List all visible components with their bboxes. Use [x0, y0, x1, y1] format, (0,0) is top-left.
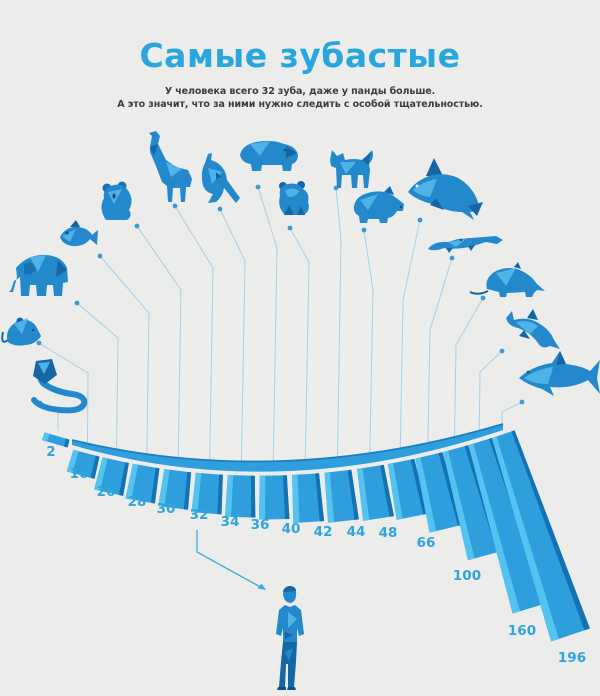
connector-dot-dolphin	[500, 349, 505, 354]
bar-label-mouse: 16	[69, 466, 89, 482]
mouse-icon	[2, 318, 41, 346]
connector-dot-crocodile	[450, 256, 455, 261]
connector-dot-piranha	[98, 254, 103, 259]
connector-armadillo	[455, 298, 483, 437]
bar-label-dog: 42	[313, 524, 333, 540]
connector-elephant	[77, 303, 118, 449]
connector-dot-shark	[520, 400, 525, 405]
human-reference	[197, 530, 304, 690]
connector-shark	[502, 402, 522, 424]
bar-label-kangaroo: 34	[220, 514, 240, 530]
orca-icon	[408, 158, 483, 220]
koala-icon	[101, 182, 131, 221]
bar-label-armadillo: 100	[452, 568, 482, 584]
bar-label-elephant: 26	[96, 484, 116, 500]
connector-dot-koala	[135, 224, 140, 229]
connector-dog	[336, 188, 341, 457]
shark-icon	[519, 351, 600, 396]
human-figure-icon	[276, 586, 304, 690]
bar-label-pig: 44	[346, 524, 366, 540]
connector-panda	[290, 228, 309, 460]
dog-icon	[330, 150, 373, 188]
bar-label-shark: 196	[557, 650, 587, 666]
connector-dot-hippo	[256, 185, 261, 190]
bar-label-snake: 2	[46, 444, 56, 460]
bar-label-orca: 48	[378, 525, 398, 541]
dolphin-icon	[506, 309, 560, 349]
connector-dot-orca	[418, 218, 423, 223]
bar-label-crocodile: 66	[416, 535, 436, 551]
connector-pig	[364, 230, 373, 453]
crocodile-icon	[428, 236, 503, 253]
subtitle-line-2: А это значит, что за ними нужно следить с особой тщательностью.	[117, 98, 483, 110]
snake-icon	[33, 359, 84, 410]
connector-dot-kangaroo	[218, 207, 223, 212]
bar-shadow-kangaroo	[251, 476, 255, 518]
bar-highlight-hippo	[259, 476, 265, 520]
connector-piranha	[100, 256, 149, 454]
hippo-icon	[240, 141, 298, 171]
connector-dolphin	[479, 351, 502, 431]
human-arrow	[197, 530, 264, 589]
bar-label-piranha: 28	[127, 494, 147, 510]
elephant-icon	[9, 255, 68, 296]
connector-orca	[400, 220, 420, 448]
connector-dot-panda	[288, 226, 293, 231]
connector-dot-elephant	[75, 301, 80, 306]
bar-label-hippo: 36	[250, 517, 270, 533]
panda-icon	[279, 181, 309, 215]
bar-label-panda: 40	[281, 521, 301, 537]
armadillo-icon	[470, 262, 545, 297]
connector-hippo	[258, 187, 277, 461]
page-title: Самые зубастые	[139, 36, 461, 75]
connector-kangaroo	[220, 209, 245, 461]
bar-label-koala: 30	[156, 501, 176, 517]
bar-label-giraffe: 32	[189, 507, 209, 523]
connector-crocodile	[428, 258, 452, 443]
animal-icons	[2, 131, 600, 410]
subtitle-line-1: У человека всего 32 зуба, даже у панды больше.	[164, 86, 436, 97]
connector-dot-giraffe	[173, 204, 178, 209]
bar-label-dolphin: 160	[507, 623, 537, 639]
pig-icon	[354, 186, 404, 223]
kangaroo-icon	[202, 153, 240, 203]
connector-dot-mouse	[37, 341, 42, 346]
connector-koala	[137, 226, 181, 458]
connector-dot-armadillo	[481, 296, 486, 301]
piranha-icon	[60, 220, 98, 246]
teeth-bar-chart	[37, 185, 590, 666]
connector-dot-pig	[362, 228, 367, 233]
giraffe-icon	[149, 131, 192, 202]
